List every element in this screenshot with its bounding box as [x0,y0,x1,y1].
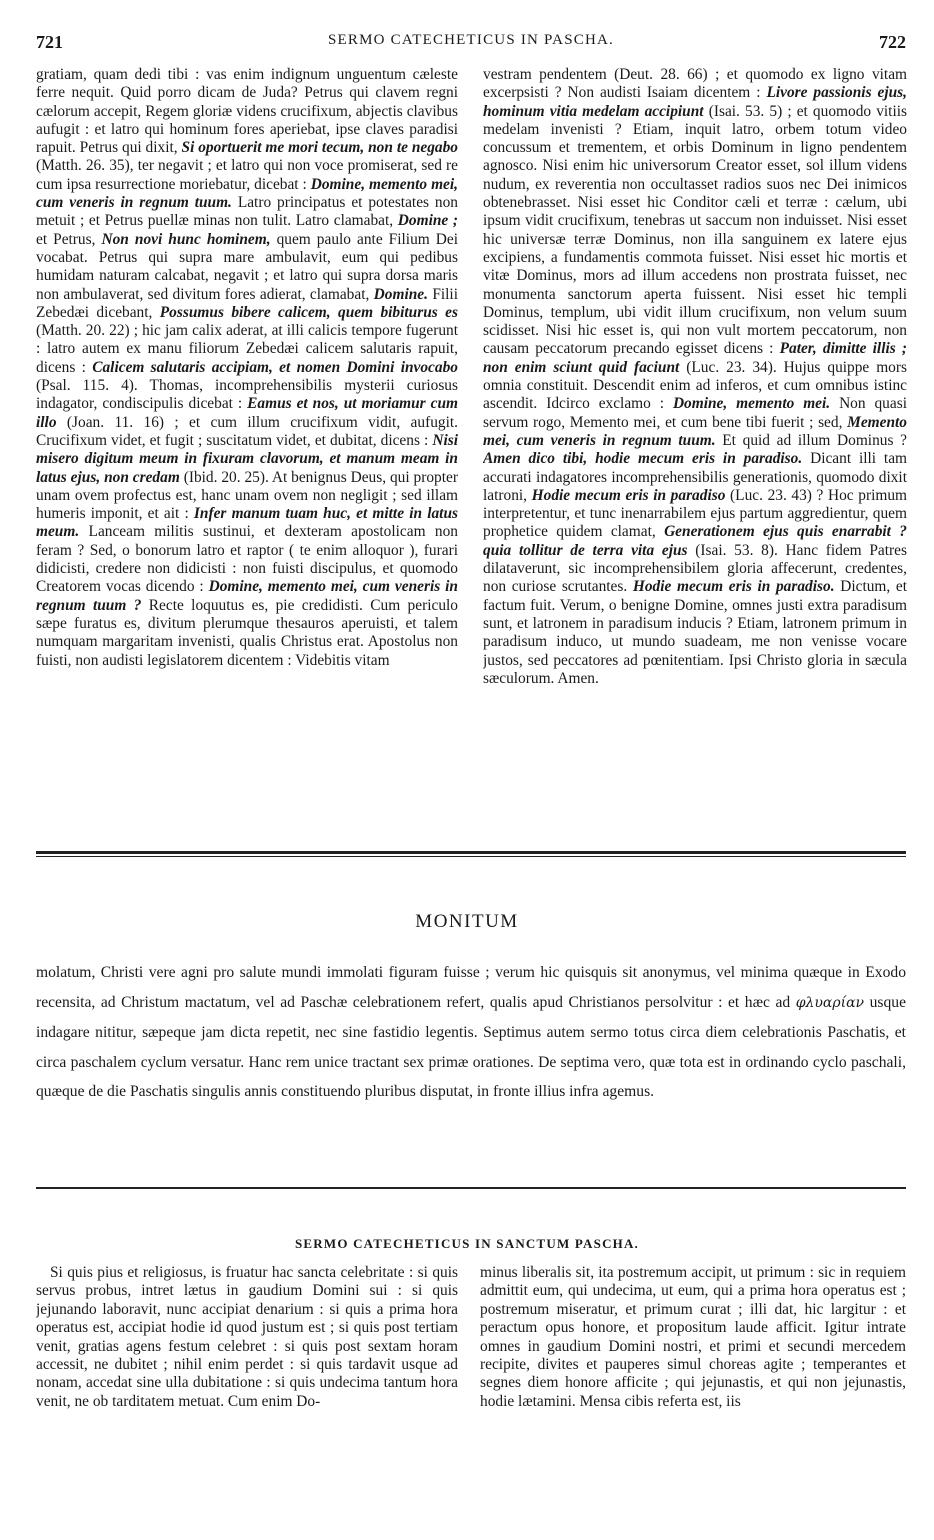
section-divider-double [36,851,906,859]
paragraph [36,66,458,670]
scripture-citation: Domine, memento mei, cum veneris in regnum tuum ? [36,578,458,614]
text-run: Latro principatus et potestates non metuit ; et Petrus puellæ minas non tulit. Latro clamabat, [36,194,458,230]
text-run: (Luc. 23. 34). Hujus quippe mors omnia constituit. Descendit enim ad inferos, et cum omnibus istinc ascendit. Idcirco exclamo : [483,358,907,413]
scripture-citation: Domine, memento mei, cum veneris in regnum tuum. [36,175,458,212]
scripture-citation: Hodie mecum eris in paradiso [531,486,726,504]
text-column-left [36,66,458,840]
scripture-citation: Possumus bibere calicem, quem bibiturus es [159,303,458,321]
paragraph [483,66,907,688]
text-run: vestram pendentem (Deut. 28. 66) ; et quomodo ex ligno vitam excerpsisti ? Non audisti Isaiam dicentem : [483,66,907,102]
text-run: (Luc. 23. 43) ? Hoc primum interpretentur, et tunc inenarrabilem ejus partum aggredientur, quem prophetice quidem clamat, [483,486,907,541]
scripture-citation: Domine, memento mei. [672,395,831,413]
monitum-heading: MONITUM [415,911,519,932]
scripture-citation: Calicem salutaris accipiam, et nomen Domini invocabo [92,358,458,376]
text-run: (Joan. 11. 16) ; et cum illum crucifixum vidit, aufugit. Crucifixum videt, et fugit ; suscitatum videt, et dubitat, dicens : [36,413,458,449]
text-run: Non quasi servum rogo, Memento mei, et cum bene tibi fuerit ; sed, [483,395,907,431]
scripture-citation: Eamus et nos, ut moriamur cum illo [36,395,458,431]
sermo-column-right [480,1264,906,1492]
scripture-citation: Memento mei, cum veneris in regnum tuum. [483,413,907,449]
text-run: molatum, Christi vere agni pro salute mundi immolati figuram fuisse ; verum hic quisquis sit anonymus, vel minima quæque in Exodo recensita, ad Christum mactatum, vel ad Paschæ celebrationem refert, qualis apud Christianos persolvitur : et hæc ad [36,964,906,1011]
page-header [36,32,906,58]
page-number-right: 722 [879,32,906,52]
text-run: Dictum, et factum fuit. Verum, o benigne Domine, omnes justi extra paradisum sunt, et latronem in paradisum inducis ? Etiam, latronem primum in paradisum induco, ut mundo suadeam, me non venisse vocare justos, sed peccatores ad pœnitentiam. Ipsi Christo gloria in sæcula sæculorum. Amen. [483,578,907,687]
sermo-heading: SERMO CATECHETICUS IN SANCTUM PASCHA. [294,1236,640,1251]
monitum-text [36,958,906,1107]
text-run: et Petrus, [36,230,96,248]
divider-thin-line [36,856,906,857]
text-run: (Isai. 53. 5) ; et quomodo vitiis medelam invenisti ? Etiam, inquit latro, orbem totum video concussum et trementem, et orbis Dominum in ligno pendentem agnosco. Nisi enim hic universorum Creator esset, sol illum videns nudum, ex reverentia non occultasset radios suos nec Dei inimicos obtenebrasset. Nisi esset hic Conditor cæli et terræ : cælum, ubi ipsum vidit crucifixum, tenebras ut saccum non induisset. Nisi esset hic universæ terræ Dominus, non illa sanguinem ex latere ejus excipiens, a fundamentis commota fuisset. Nisi esset hic mortis et vitæ Dominus, mors ad illum accedens non prostrata fuisset, nec monumenta sanctorum aperta fuissent. Nisi esset hic templi Dominus, templum, ubi vidit illum crucifixum, non velum suum scidisset. Nisi hic esset is, qui non vult mortem peccatorum, non causam peccatorum precando egisset dicens : [483,102,907,358]
text-run: Recte loquutus es, pie credidisti. Cum periculo sæpe furatus es, divitum plerumque thesauros aperuisti, et talem numquam margaritam invenisti, qualis Christus erat. Apostolus non fuisti, non audisti legislatorem dicentem : Videbitis vitam [36,596,458,669]
text-run: quem paulo ante Filium Dei vocabat. Petrus qui supra mare ambulavit, eum qui pedibus humidam naturam calcabat, negavit ; et latro qui supra dorsa maris non ambulaverat, sed divitum fores adierat, clamabat, [36,230,458,303]
scripture-citation: Domine. [373,285,428,303]
text-run: Et quid ad illum Dominus ? [722,431,907,449]
text-run: Dicant illi tam accurati indagatores incomprehensibilis generationis, quomodo dixit latroni, [483,450,907,504]
text-run: (Isai. 53. 8). Hanc fidem Patres dilataverunt, sic incomprehensibilem gloria affecerunt, credentes, non curiose scrutantes. [483,541,907,596]
text-run: gratiam, quam dedi tibi : vas enim indignum unguentum cæleste ferre nequit. Quid porro dicam de Juda? Petrus qui clavem regni cælorum accepit, Regem gloriæ videns crucifixum, abjectis clavibus aufugit : et latro qui hominum fores aperiebat, ipse claves paradisi rapuit. Petrus qui dixit, [36,66,458,157]
divider-thick-line [36,851,906,854]
scripture-citation: Pater, dimitte illis ; non enim sciunt quid faciunt [483,340,907,376]
section-divider [36,1187,906,1189]
scripture-citation: Non novi hunc hominem, [101,230,271,248]
text-column-right [483,66,907,840]
text-run: (Ibid. 20. 25). At benignus Deus, qui propter unam ovem profectus est, hanc unam ovem non negligit ; sed illam humeris imponit, et ait : [36,468,458,523]
text-run: (Matth. 20. 22) ; hic jam calix aderat, at illi calicis tempore fugerunt : latro autem ex manu filiorum Zebedæi calicem salutaris rapuit, dicens : [36,322,458,376]
paragraph: Si quis pius et religiosus, is fruatur hac sancta celebritate : si quis servus probus, intret lætus in gaudium Domini sui : si quis jejunando laboravit, nunc accipiat denarium : si quis a prima hora operatus est, accipiat hodie id quod justum est ; si quis post tertiam venit, gratias agens festum celebret : si quis post sextam horam accessit, ne dubitet ; nihil enim perdet : si quis tardavit usque ad nonam, accedat sine ulla dubitatione : si quis undecima tantum hora venit, ne ob tarditatem metuat. Cum enim Do- [36,1264,458,1410]
scripture-citation: Domine ; [397,212,458,230]
greek-word: φλυαρίαν [795,994,865,1011]
scripture-citation: Si oportuerit me mori tecum, non te negabo [181,139,458,157]
scripture-citation: Livore passionis ejus, hominum vitia medelam accipiunt [483,84,907,120]
scripture-citation: Infer manum tuam huc, et mitte in latus meum. [36,505,458,541]
page-number-left: 721 [36,32,63,52]
text-run: Filii Zebedæi dicebant, [36,285,458,321]
text-run: (Psal. 115. 4). Thomas, incomprehensibilis mysterii curiosus indagator, condiscipulis dicebat : [36,377,458,413]
sermo-column-left [36,1264,458,1492]
text-run: usque indagare nititur, sæpeque jam dicta repetit, nec sine fastidio legentis. Septimus autem sermo totus circa diem celebrationis Paschatis, et circa paschalem cyclum versatur. Hanc rem unice tractant sex primæ orationes. De septima vero, quæ tota est in ordinando cyclo paschali, quæque de die Paschatis singulis annis constituendo pluribus disputat, in fronte illius infra agemus. [36,993,906,1101]
paragraph [36,958,906,1107]
scripture-citation: Nisi misero digitum meum in fixuram clavorum, et manum meam in latus ejus, non credam [36,431,458,486]
scripture-citation: Amen dico tibi, hodie mecum eris in paradiso. [483,450,803,468]
text-run: (Matth. 26. 35), ter negavit ; et latro qui non voce promiserat, sed re cum ipsa resurrectione moriebatur, dicebat : [36,157,458,193]
paragraph: minus liberalis sit, ita postremum accipit, ut primum : sic in requiem admittit eum, qui undecima, ut eum, qui a prima hora operatus est ; postremum miseratur, et primum curat ; illi dat, hic largitur : et peractum opus honore, et propositum laude afficit. Igitur intrate omnes in gaudium Domini nostri, et primi et secundi mercedem recipite, divites et pauperes simul choreas agite ; temperantes et segnes diem honore afficite ; qui jejunastis, et qui non jejunastis, hodie lætamini. Mensa cibis referta est, iis [480,1264,906,1410]
text-run: Lanceam militis sustinui, et dexteram apostolicam non feram ? Sed, o bonorum latro et raptor ( te enim alloquor ), furari didicisti, credere non didicisti : non fuisti discipulus, et quomodo Creatorem vocas dicendo : [36,523,458,596]
scripture-citation: Generationem ejus quis enarrabit ? quia tollitur de terra vita ejus [483,523,907,559]
running-title: SERMO CATECHETICUS IN PASCHA. [328,32,614,48]
scripture-citation: Hodie mecum eris in paradiso. [632,578,835,596]
